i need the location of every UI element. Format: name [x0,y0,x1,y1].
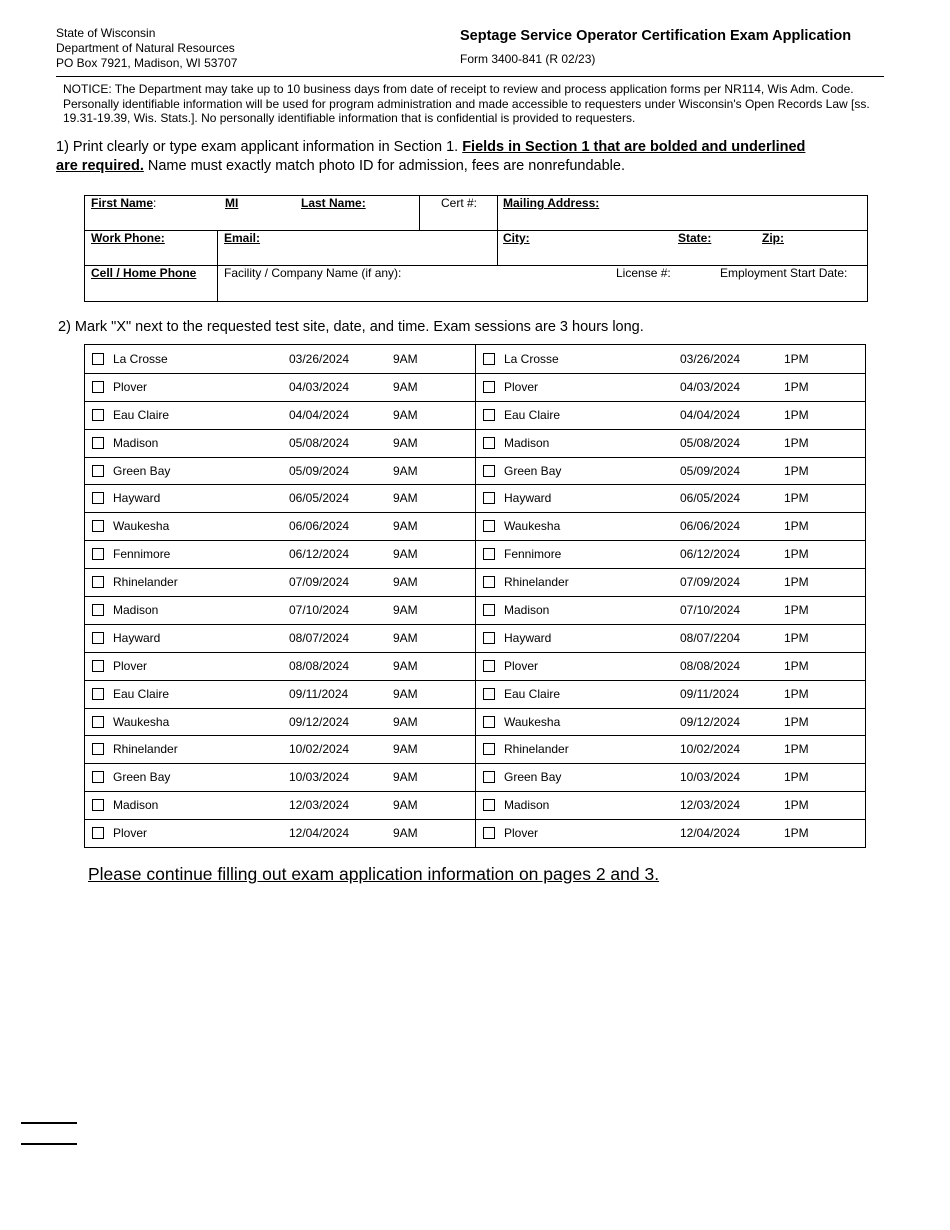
cell-phone-label: Cell / Home Phone [91,266,197,280]
session-checkbox[interactable] [92,604,104,616]
session-checkbox[interactable] [483,465,495,477]
session-time: 9AM [393,770,418,785]
session-date: 06/12/2024 [680,547,741,562]
session-date: 06/05/2024 [680,491,741,506]
applicant-info-table [84,195,868,302]
session-date: 05/08/2024 [289,435,350,450]
session-time: 1PM [784,714,809,729]
session-row [85,345,865,373]
session-option-am [85,512,475,540]
session-time: 1PM [784,603,809,617]
session-site: Green Bay [504,770,562,785]
session-row [85,763,865,791]
session-site: Hayward [504,491,552,506]
cert-number-label: Cert #: [441,196,478,210]
first-name-label-text: First Name [91,196,154,210]
session-checkbox[interactable] [92,660,104,672]
session-date: 10/03/2024 [680,770,741,785]
session-checkbox[interactable] [92,437,104,449]
session-option-am [85,373,475,401]
session-checkbox[interactable] [483,771,495,783]
session-time: 1PM [784,547,809,562]
margin-mark [21,1143,77,1145]
session-date: 04/04/2024 [289,407,350,422]
session-time: 1PM [784,658,809,673]
session-site: Plover [504,658,539,673]
session-option-pm [476,624,866,652]
session-date: 06/06/2024 [680,519,741,534]
session-option-pm [476,763,866,791]
session-site: Waukesha [113,519,170,534]
last-name-label: Last Name: [301,196,366,210]
session-option-pm [476,596,866,624]
session-row [85,429,865,457]
session-checkbox[interactable] [92,409,104,421]
session-time: 1PM [784,686,809,701]
session-site: Waukesha [504,519,561,534]
session-checkbox[interactable] [92,827,104,839]
session-date: 06/06/2024 [289,519,350,534]
session-checkbox[interactable] [483,799,495,811]
session-option-pm [476,568,866,596]
session-row [85,373,865,401]
session-option-pm [476,708,866,736]
session-time: 1PM [784,407,809,422]
session-date: 06/12/2024 [289,547,350,562]
session-site: Green Bay [504,463,562,478]
session-checkbox[interactable] [483,409,495,421]
session-time: 1PM [784,575,809,590]
session-time: 9AM [393,714,418,729]
session-date: 04/03/2024 [680,379,741,394]
session-date: 05/08/2024 [680,435,741,450]
session-date: 10/03/2024 [289,770,350,785]
session-date: 07/09/2024 [289,575,350,590]
session-time: 1PM [784,379,809,394]
session-date: 06/05/2024 [289,491,350,506]
session-date: 09/11/2024 [680,686,740,701]
session-checkbox[interactable] [92,771,104,783]
session-site: Hayward [113,491,161,506]
session-checkbox[interactable] [483,604,495,616]
exam-session-table [84,344,866,848]
session-date: 08/08/2024 [289,658,350,673]
session-date: 03/26/2024 [680,352,741,366]
session-option-am [85,596,475,624]
session-site: Fennimore [113,547,171,562]
session-time: 1PM [784,630,809,645]
session-site: Plover [113,658,148,673]
notice-text: NOTICE: The Department may take up to 10 business days from date of receipt to review and process application forms per NR114, Wis Adm. Code. Personally identifiable information will be used for program administration and made accessible to requesters under Wisconsin's Open Records Law [ss. 19.31-19.39, Wis. Stats.]. No personally identifiable information that is confidential is provided to requesters. [63,82,870,125]
session-site: Waukesha [504,714,561,729]
session-option-am [85,624,475,652]
session-checkbox[interactable] [483,353,495,365]
session-time: 1PM [784,463,809,478]
session-checkbox[interactable] [92,548,104,560]
session-row [85,791,865,819]
session-site: Plover [504,826,539,841]
session-row [85,624,865,652]
session-site: Green Bay [113,463,171,478]
session-option-am [85,401,475,429]
session-checkbox[interactable] [483,716,495,728]
session-time: 9AM [393,519,418,534]
session-checkbox[interactable] [92,353,104,365]
session-date: 04/04/2024 [680,407,741,422]
section1-required-note: Fields in Section 1 that are bolded and underlined are required. [56,139,806,174]
section1-photo-id-note: Name must exactly match photo ID for admission, fees are nonrefundable. [147,157,626,174]
session-option-pm [476,512,866,540]
session-row [85,540,865,568]
session-checkbox[interactable] [92,688,104,700]
session-time: 1PM [784,798,809,813]
session-row [85,596,865,624]
session-time: 9AM [393,575,418,590]
session-row [85,484,865,512]
session-option-pm [476,819,866,847]
session-option-am [85,457,475,485]
form-number: Form 3400-841 (R 02/23) [460,52,596,66]
session-date: 10/02/2024 [680,742,741,757]
session-date: 05/09/2024 [680,463,741,478]
agency-state: State of Wisconsin [56,26,156,40]
session-checkbox[interactable] [483,632,495,644]
session-time: 9AM [393,407,418,422]
session-checkbox[interactable] [92,465,104,477]
session-row [85,457,865,485]
session-option-am [85,791,475,819]
session-row [85,512,865,540]
margin-mark [21,1122,77,1124]
agency-po-box: PO Box 7921, Madison, WI 53707 [56,56,238,70]
session-time: 9AM [393,547,418,562]
session-site: Madison [113,435,159,450]
mi-label: MI [225,196,239,210]
first-name-label [91,196,156,210]
session-date: 09/11/2024 [289,686,349,701]
session-checkbox[interactable] [483,688,495,700]
session-time: 1PM [784,826,809,841]
session-row [85,680,865,708]
session-row [85,708,865,736]
session-option-pm [476,652,866,680]
session-time: 9AM [393,742,418,757]
zip-label: Zip: [762,231,784,245]
session-site: Madison [113,603,159,617]
session-checkbox[interactable] [483,548,495,560]
session-option-pm [476,735,866,763]
session-option-am [85,652,475,680]
session-site: Rhinelander [113,742,178,757]
session-checkbox[interactable] [92,716,104,728]
session-time: 9AM [393,686,418,701]
session-checkbox[interactable] [92,381,104,393]
session-option-pm [476,401,866,429]
session-site: Rhinelander [504,742,569,757]
session-checkbox[interactable] [483,743,495,755]
session-site: Plover [504,379,539,394]
session-site: Rhinelander [113,575,178,590]
session-time: 9AM [393,352,418,366]
session-option-pm [476,345,866,373]
agency-department: Department of Natural Resources [56,41,235,55]
session-site: Plover [113,379,148,394]
session-site: Madison [504,435,550,450]
session-time: 9AM [393,798,418,813]
session-checkbox[interactable] [483,381,495,393]
session-date: 09/12/2024 [680,714,741,729]
city-label: City: [503,231,530,245]
session-time: 1PM [784,435,809,450]
session-option-am [85,708,475,736]
session-checkbox[interactable] [92,743,104,755]
form-title: Septage Service Operator Certification Exam Application [460,28,852,44]
session-row [85,401,865,429]
session-site: Eau Claire [504,407,561,422]
email-label: Email: [224,231,261,245]
session-date: 03/26/2024 [289,352,350,366]
agency-address [56,26,237,71]
session-date: 08/08/2024 [680,658,741,673]
session-date: 04/03/2024 [289,379,350,394]
session-date: 07/09/2024 [680,575,741,590]
session-option-pm [476,540,866,568]
session-site: Madison [504,798,550,813]
session-time: 9AM [393,603,418,617]
state-label: State: [678,231,712,245]
session-date: 12/04/2024 [289,826,350,841]
session-checkbox[interactable] [92,632,104,644]
session-row [85,819,865,847]
session-option-am [85,345,475,373]
session-date: 08/07/2204 [680,630,741,645]
session-time: 9AM [393,630,418,645]
session-checkbox[interactable] [483,492,495,504]
session-option-am [85,568,475,596]
session-date: 07/10/2024 [680,603,741,617]
session-checkbox[interactable] [483,576,495,588]
session-time: 1PM [784,519,809,534]
header-divider [56,76,884,77]
session-date: 12/03/2024 [289,798,350,813]
session-date: 12/04/2024 [680,826,741,841]
session-date: 07/10/2024 [289,603,350,617]
section1-instructions [56,138,816,175]
session-time: 9AM [393,826,418,841]
session-time: 9AM [393,379,418,394]
session-site: Green Bay [113,770,171,785]
session-time: 1PM [784,742,809,757]
session-row [85,652,865,680]
session-checkbox[interactable] [483,660,495,672]
session-option-am [85,819,475,847]
session-checkbox[interactable] [92,492,104,504]
first-name-label-colon: : [153,196,157,210]
section2-instructions: 2) Mark "X" next to the requested test site, date, and time. Exam sessions are 3 hours long. [58,319,644,335]
session-option-am [85,735,475,763]
session-option-pm [476,457,866,485]
mailing-address-label: Mailing Address: [503,196,600,210]
session-time: 1PM [784,352,809,366]
facility-label: Facility / Company Name (if any): [224,266,402,280]
session-option-pm [476,791,866,819]
session-time: 1PM [784,770,809,785]
session-site: Eau Claire [504,686,561,701]
session-time: 9AM [393,463,418,478]
session-checkbox[interactable] [92,576,104,588]
session-site: Hayward [113,630,161,645]
session-date: 10/02/2024 [289,742,350,757]
session-checkbox[interactable] [483,520,495,532]
session-site: La Crosse [504,352,559,366]
session-site: La Crosse [113,352,168,366]
session-site: Eau Claire [113,407,170,422]
session-date: 05/09/2024 [289,463,350,478]
session-option-am [85,429,475,457]
session-time: 9AM [393,435,418,450]
session-checkbox[interactable] [92,520,104,532]
session-date: 12/03/2024 [680,798,741,813]
session-option-pm [476,373,866,401]
license-label: License #: [616,266,671,280]
session-row [85,568,865,596]
session-option-am [85,763,475,791]
session-site: Eau Claire [113,686,170,701]
session-site: Rhinelander [504,575,569,590]
employment-start-label: Employment Start Date: [720,266,848,280]
session-option-pm [476,680,866,708]
session-site: Madison [113,798,159,813]
session-site: Waukesha [113,714,170,729]
session-time: 9AM [393,658,418,673]
session-site: Madison [504,603,550,617]
session-option-am [85,540,475,568]
section1-intro: 1) Print clearly or type exam applicant information in Section 1. [56,139,459,155]
session-site: Hayward [504,630,552,645]
continue-note: Please continue filling out exam application information on pages 2 and 3. [88,864,660,884]
session-option-am [85,484,475,512]
session-checkbox[interactable] [483,437,495,449]
session-site: Fennimore [504,547,562,562]
session-option-pm [476,429,866,457]
session-row [85,735,865,763]
session-checkbox[interactable] [483,827,495,839]
session-time: 9AM [393,491,418,506]
session-date: 09/12/2024 [289,714,350,729]
work-phone-label: Work Phone: [91,231,165,245]
session-checkbox[interactable] [92,799,104,811]
session-option-pm [476,484,866,512]
session-site: Plover [113,826,148,841]
session-time: 1PM [784,491,809,506]
session-option-am [85,680,475,708]
session-date: 08/07/2024 [289,630,350,645]
